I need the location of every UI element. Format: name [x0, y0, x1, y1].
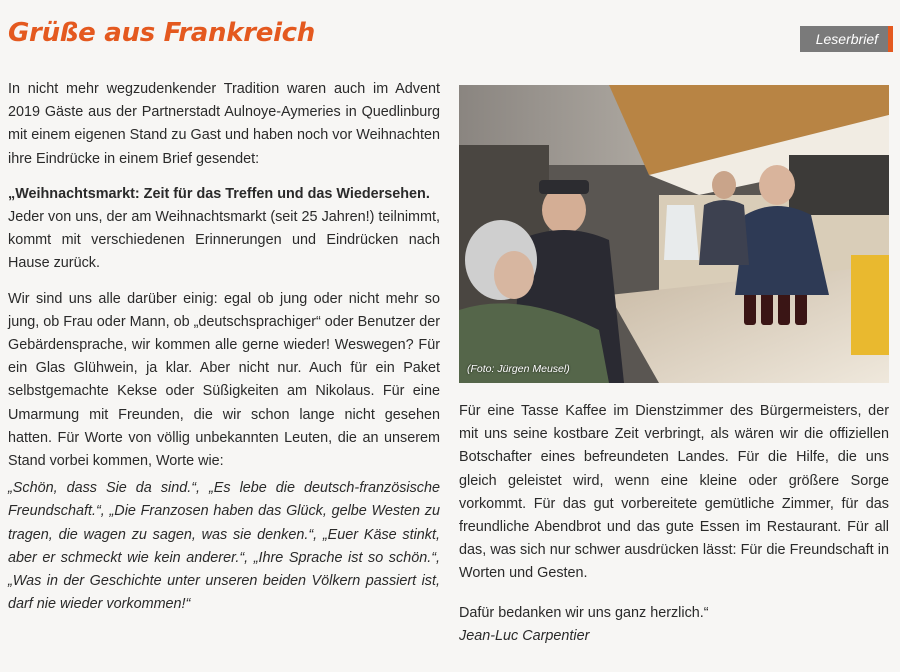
- closing-block: [459, 602, 889, 648]
- paragraph-1: Jeder von uns, der am Weihnachtsmarkt (seit 25 Jahren!) teilnimmt, kommt mit verschiedenen Erinnerungen und Eindrücken nach Hause zurück.: [8, 209, 440, 272]
- subheading-block: [8, 183, 440, 276]
- author-signature: Jean-Luc Carpentier: [459, 627, 590, 644]
- paragraph-2: Wir sind uns alle darüber einig: egal ob jung oder nicht mehr so jung, ob Frau oder Mann, ob „deutschsprachiger“ oder Benutzer der Gebärdensprache, wir kommen alle gerne wieder! Weswegen? Für ein Glas Glühwein, ja klar. Aber nicht nur. Auch für ein Paket selbstgemachte Kekse oder Süßigkeiten am Nikolaus. Für eine Umarmung mit Freunden, die wir schon lange nicht gesehen hatten. Für Worte von völlig unbekannten Leuten, die an unserem Stand vorbei kommen, Worte wie:: [8, 290, 440, 470]
- paragraph-3: Für eine Tasse Kaffee im Dienstzimmer des Bürgermeisters, der mit uns seine kostbare Zeit verbringt, als wären wir die offiziellen Botschafter eines befreundeten Landes. Für die Hilfe, die uns gleich geleistet wird, wenn eine kleine oder größere Sorge vorkommt. Für das gut vorbereitete gemütliche Zimmer, für das freundliche Abendbrot und das gute Essen im Restaurant. Für all das, was sich nur schwer ausdrücken lässt: Für die Freundschaft in Worten und Gesten.: [459, 403, 889, 582]
- article-photo: [459, 85, 889, 383]
- quotes-paragraph: „Schön, dass Sie da sind.“, „Es lebe die deutsch-französische Freundschaft.“, „Die Franzosen haben das Glück, gelbe Westen zu tragen, die wagen zu sagen, was sie denken.“, „Euer Käse stinkt, aber er schmeckt wie kein anderer.“, „Ihre Sprache ist so schön.“, „Was in der Geschichte unter unseren beiden Völkern passiert ist, darf nie wieder vorkommen!“: [8, 480, 440, 613]
- article-left-column: [8, 78, 440, 628]
- intro-paragraph: In nicht mehr wegzudenkender Tradition waren auch im Advent 2019 Gäste aus der Partnerstadt Aulnoye-Aymeries in Quedlinburg mit einem eigenen Stand zu Gast und haben noch vor Weihnachten ihre Eindrücke in einem Brief gesendet:: [8, 81, 440, 167]
- closing-line: Dafür bedanken wir uns ganz herzlich.“: [459, 604, 709, 621]
- section-badge: Leserbrief: [800, 26, 888, 52]
- article-title: Grüße aus Frankreich: [8, 18, 316, 48]
- market-stall-photo-icon: [459, 85, 889, 383]
- article-subheading: „Weihnachtsmarkt: Zeit für das Treffen und das Wiedersehen.: [8, 185, 430, 202]
- article-right-column: [459, 400, 889, 664]
- photo-credit: (Foto: Jürgen Meusel): [467, 363, 570, 375]
